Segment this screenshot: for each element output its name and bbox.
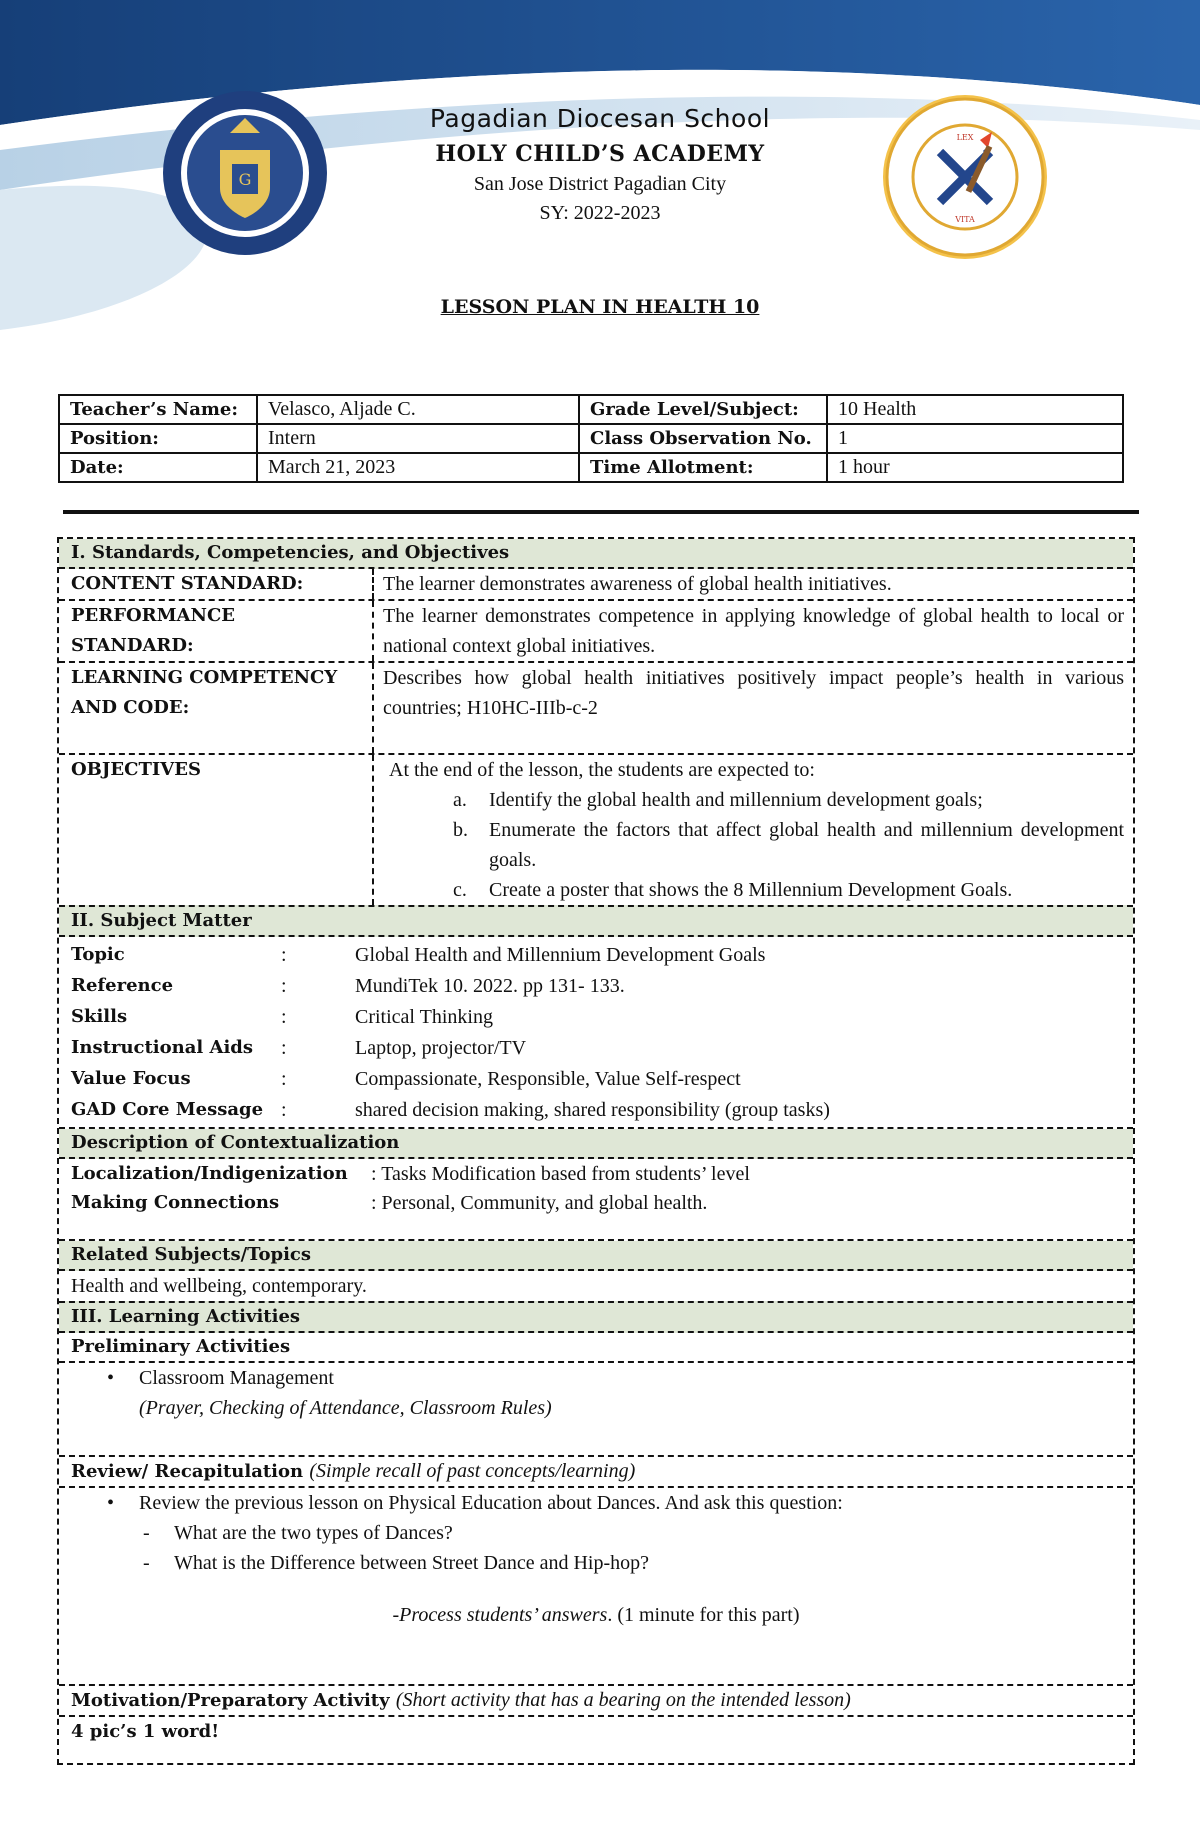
subject-row-value-focus	[59, 1063, 1133, 1094]
review-label: Review/ Recapitulation	[71, 1461, 304, 1482]
divider-rule	[63, 510, 1139, 514]
preliminary-bullet	[59, 1363, 1133, 1393]
contextualization-heading: Description of Contextualization	[59, 1129, 1133, 1159]
section-standards-heading: I. Standards, Competencies, and Objectives	[59, 539, 1133, 569]
process-answers-line	[59, 1600, 1133, 1630]
content-standard-text: The learner demonstrates awareness of global health initiatives.	[383, 573, 892, 595]
objective-mark: c.	[453, 879, 467, 901]
lesson-plan-title: LESSON PLAN IN HEALTH 10	[440, 296, 760, 318]
date-value: March 21, 2023	[257, 453, 579, 482]
section-subject-matter-heading: II. Subject Matter	[59, 905, 1133, 937]
preliminary-activities-block	[59, 1363, 1133, 1457]
process-answers-time: . (1 minute for this part)	[607, 1604, 800, 1626]
grade-label: Grade Level/Subject:	[579, 395, 827, 424]
competency-row	[59, 663, 1133, 755]
review-question	[59, 1548, 1133, 1578]
school-address: San Jose District Pagadian City	[473, 173, 727, 195]
localization-label: Localization/Indigenization	[71, 1162, 348, 1184]
time-label: Time Allotment:	[579, 453, 827, 482]
subject-row-aids	[59, 1032, 1133, 1063]
objective-mark: b.	[453, 819, 468, 841]
performance-standard-label: PERFORMANCE STANDARD:	[59, 601, 374, 661]
subject-matter-list	[59, 937, 1133, 1129]
preliminary-note: (Prayer, Checking of Attendance, Classroom Rules)	[139, 1397, 552, 1419]
subject-colon: :	[281, 1067, 287, 1090]
school-header	[0, 104, 1200, 225]
objective-text: Enumerate the factors that affect global health and millennium development goals.	[489, 819, 1124, 871]
connections-value: : Personal, Community, and global health.	[371, 1191, 708, 1214]
connections-label: Making Connections	[71, 1191, 280, 1213]
localization-value: : Tasks Modification based from students’ level	[371, 1162, 750, 1185]
objectives-list	[383, 785, 1124, 905]
position-value: Intern	[257, 424, 579, 453]
subject-value: shared decision making, shared responsibility (group tasks)	[355, 1098, 830, 1121]
subject-key: Topic	[71, 943, 125, 965]
subject-row-topic	[59, 939, 1133, 970]
review-question	[59, 1518, 1133, 1548]
review-block	[59, 1488, 1133, 1686]
review-bullet	[59, 1488, 1133, 1518]
svg-text:G: G	[238, 170, 252, 189]
related-subjects-text: Health and wellbeing, contemporary.	[71, 1275, 367, 1297]
connections-row	[59, 1188, 1133, 1217]
motivation-text: 4 pic’s 1 word!	[71, 1721, 220, 1742]
performance-standard-text: The learner demonstrates competence in applying knowledge of global health to local or national context global initiatives.	[383, 605, 1124, 657]
content-standard-label: CONTENT STANDARD:	[59, 569, 374, 599]
seal-lex-text: LEX	[956, 133, 974, 142]
review-question-text: What is the Difference between Street Dance and Hip-hop?	[174, 1552, 649, 1574]
competency-label: LEARNING COMPETENCY AND CODE:	[59, 663, 374, 753]
subject-key: Reference	[71, 974, 174, 996]
subject-colon: :	[281, 1036, 287, 1059]
teacher-label: Teacher’s Name:	[59, 395, 257, 424]
objectives-label: OBJECTIVES	[59, 755, 374, 905]
objectives-intro: At the end of the lesson, the students are expected to:	[389, 759, 815, 781]
motivation-note: (Short activity that has a bearing on the intended lesson)	[395, 1689, 851, 1711]
subject-row-reference	[59, 970, 1133, 1001]
section-learning-activities-heading: III. Learning Activities	[59, 1301, 1133, 1333]
position-label: Position:	[59, 424, 257, 453]
review-heading	[59, 1457, 1133, 1488]
subject-key: GAD Core Message	[71, 1098, 264, 1120]
dash-icon: -	[143, 1552, 150, 1574]
competency-text: Describes how global health initiatives positively impact people’s health in various countries; H10HC-IIIb-c-2	[383, 667, 1124, 719]
contextualization-block	[59, 1159, 1133, 1241]
subject-colon: :	[281, 943, 287, 966]
subject-key: Instructional Aids	[71, 1036, 254, 1058]
preliminary-item: Classroom Management	[139, 1367, 334, 1389]
objective-text: Identify the global health and millennium development goals;	[489, 789, 983, 811]
objective-item	[453, 785, 1124, 815]
performance-standard-row	[59, 601, 1133, 663]
objectives-row	[59, 755, 1133, 905]
grade-value: 10 Health	[827, 395, 1123, 424]
subject-colon: :	[281, 1005, 287, 1028]
motivation-label: Motivation/Preparatory Activity	[71, 1690, 390, 1711]
school-name: HOLY CHILD’S ACADEMY	[435, 141, 765, 167]
objective-item	[453, 815, 1124, 875]
observation-label: Class Observation No.	[579, 424, 827, 453]
school-year: SY: 2022-2023	[539, 202, 661, 224]
teacher-value: Velasco, Aljade C.	[257, 395, 579, 424]
objective-item	[453, 875, 1124, 905]
review-note: (Simple recall of past concepts/learning)	[309, 1460, 636, 1482]
observation-value: 1	[827, 424, 1123, 453]
subject-key: Skills	[71, 1005, 128, 1027]
content-standard-row	[59, 569, 1133, 601]
school-diocese: Pagadian Diocesan School	[429, 104, 771, 133]
subject-value: Compassionate, Responsible, Value Self-respect	[355, 1067, 741, 1090]
objective-text: Create a poster that shows the 8 Millennium Development Goals.	[489, 879, 1013, 901]
subject-colon: :	[281, 974, 287, 997]
bullet-icon: •	[107, 1367, 115, 1389]
subject-value: Global Health and Millennium Development Goals	[355, 943, 766, 966]
teacher-info-table	[58, 394, 1124, 483]
subject-row-gad	[59, 1094, 1133, 1125]
subject-value: MundiTek 10. 2022. pp 131- 133.	[355, 974, 625, 997]
motivation-heading	[59, 1686, 1133, 1717]
objective-mark: a.	[453, 789, 467, 811]
subject-value: Critical Thinking	[355, 1005, 493, 1028]
subject-key: Value Focus	[71, 1067, 191, 1089]
subject-colon: :	[281, 1098, 287, 1121]
subject-value: Laptop, projector/TV	[355, 1036, 527, 1059]
date-label: Date:	[59, 453, 257, 482]
related-subjects-heading: Related Subjects/Topics	[59, 1241, 1133, 1271]
time-value: 1 hour	[827, 453, 1123, 482]
subject-row-skills	[59, 1001, 1133, 1032]
seal-vita-text: VITA	[955, 215, 975, 224]
review-item: Review the previous lesson on Physical Education about Dances. And ask this question:	[139, 1492, 843, 1514]
review-question-text: What are the two types of Dances?	[174, 1522, 453, 1544]
lesson-plan-body	[57, 537, 1135, 1765]
localization-row	[59, 1159, 1133, 1188]
dash-icon: -	[143, 1522, 150, 1544]
preliminary-activities-label: Preliminary Activities	[59, 1333, 1133, 1363]
process-answers-italic: -Process students’ answers	[392, 1604, 608, 1626]
bullet-icon: •	[107, 1492, 115, 1514]
